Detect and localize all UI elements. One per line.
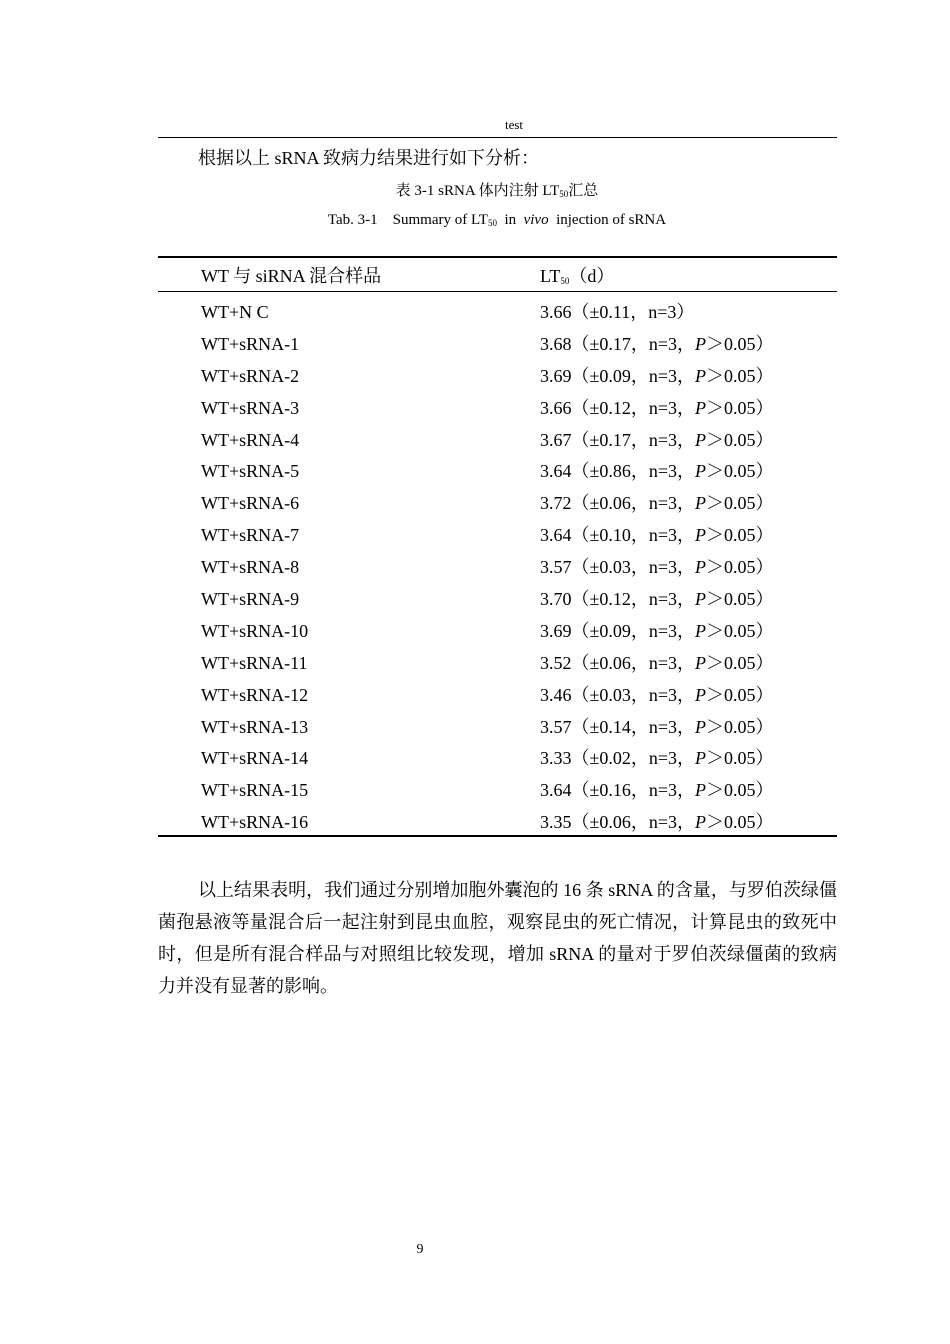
- cell-p-value: ＞0.05）: [706, 493, 774, 514]
- cell-lt50: [540, 808, 774, 836]
- page-number: 9: [416, 1242, 424, 1257]
- cell-lt50: [540, 649, 774, 677]
- table-row: [0, 585, 950, 617]
- table-row: [0, 713, 950, 745]
- table-row: [0, 521, 950, 553]
- cell-sample: WT+sRNA-7: [201, 525, 300, 546]
- cell-p-value: ＞0.05）: [706, 557, 774, 578]
- cell-lt50: [540, 585, 774, 613]
- cell-p-symbol: P: [695, 620, 707, 641]
- cell-lt50-value: 3.69（±0.09，n=3，: [540, 620, 696, 641]
- cell-lt50-value: 3.69（±0.09，n=3，: [540, 365, 696, 386]
- cell-p-value: ＞0.05）: [706, 397, 774, 418]
- cell-lt50-value: 3.70（±0.12，n=3，: [540, 589, 696, 610]
- caption-en-suffix: injection of sRNA: [548, 212, 667, 228]
- cell-lt50-value: 3.64（±0.86，n=3，: [540, 461, 696, 482]
- cell-lt50: [540, 521, 774, 549]
- table-row: [0, 681, 950, 713]
- cell-p-symbol: P: [695, 780, 707, 801]
- cell-p-value: ＞0.05）: [706, 365, 774, 386]
- caption-cn-prefix: 表 3-1 sRNA 体内注射 LT: [395, 183, 560, 199]
- cell-sample: WT+sRNA-14: [201, 748, 309, 769]
- table-row: [0, 426, 950, 458]
- cell-lt50: [540, 776, 774, 804]
- cell-lt50: [540, 744, 774, 772]
- cell-sample: WT+sRNA-4: [201, 429, 300, 450]
- table-row: [0, 394, 950, 426]
- table-row: [0, 649, 950, 681]
- table-row: [0, 330, 950, 362]
- cell-lt50: [540, 553, 774, 581]
- intro-paragraph: 根据以上 sRNA 致病力结果进行如下分析：: [198, 148, 540, 168]
- table-row: [0, 298, 950, 330]
- cell-sample: WT+sRNA-2: [201, 365, 300, 386]
- cell-sample: WT+sRNA-15: [201, 780, 309, 801]
- cell-p-symbol: P: [695, 716, 707, 737]
- caption-en-prefix: Tab. 3-1 Summary of LT: [327, 212, 488, 228]
- table-bottom-rule: [158, 835, 837, 837]
- cell-lt50: [540, 362, 774, 390]
- cell-lt50: [540, 617, 774, 645]
- table-row: [0, 744, 950, 776]
- cell-p-value: ＞0.05）: [706, 525, 774, 546]
- table-header-rule: [158, 291, 837, 292]
- table-body: [0, 298, 950, 840]
- caption-cn-subscript: 50: [559, 189, 569, 199]
- cell-sample: WT+sRNA-8: [201, 557, 300, 578]
- cell-lt50: [540, 489, 774, 517]
- cell-sample: WT+sRNA-10: [201, 620, 309, 641]
- cell-p-value: ＞0.05）: [706, 333, 774, 354]
- cell-p-symbol: P: [695, 525, 707, 546]
- table-row: [0, 617, 950, 649]
- header-rule: [158, 137, 837, 138]
- cell-lt50-value: 3.68（±0.17，n=3，: [540, 333, 696, 354]
- column-header-lt50: [540, 264, 614, 288]
- page-header: test: [504, 117, 524, 132]
- cell-lt50-value: 3.72（±0.06，n=3，: [540, 493, 696, 514]
- cell-lt50-value: 3.35（±0.06，n=3，: [540, 812, 696, 833]
- cell-lt50: [540, 426, 774, 454]
- cell-p-value: ＞0.05）: [706, 589, 774, 610]
- table-row: [0, 553, 950, 585]
- cell-lt50-value: 3.46（±0.03，n=3，: [540, 684, 696, 705]
- cell-lt50-value: 3.64（±0.10，n=3，: [540, 525, 696, 546]
- column-header-sample: WT 与 siRNA 混合样品: [201, 266, 382, 286]
- column-header-lt-prefix: LT: [540, 266, 561, 286]
- conclusion-paragraph: 以上结果表明，我们通过分别增加胞外囊泡的 16 条 sRNA 的含量，与罗伯茨绿僵菌孢悬液等量混合后一起注射到昆虫血腔，观察昆虫的死亡情况，计算昆虫的致死中时，但是所有混合样品与对照组比较发现，增加 sRNA 的量对于罗伯茨绿僵菌的致病力并没有显著的影响。: [158, 880, 837, 996]
- cell-p-value: ＞0.05）: [706, 812, 774, 833]
- cell-lt50-value: 3.64（±0.16，n=3，: [540, 780, 696, 801]
- cell-sample: WT+sRNA-12: [201, 684, 309, 705]
- cell-lt50: [540, 457, 774, 485]
- cell-p-value: ＞0.05）: [706, 461, 774, 482]
- cell-lt50-value: 3.33（±0.02，n=3，: [540, 748, 696, 769]
- cell-p-symbol: P: [695, 429, 707, 450]
- cell-sample: WT+sRNA-6: [201, 493, 300, 514]
- cell-p-symbol: P: [695, 333, 707, 354]
- caption-en-italic: vivo: [523, 212, 549, 228]
- table-top-rule: [158, 256, 837, 258]
- caption-en-mid: in: [496, 212, 524, 228]
- cell-sample: WT+sRNA-5: [201, 461, 300, 482]
- cell-sample: WT+sRNA-9: [201, 589, 300, 610]
- cell-p-symbol: P: [695, 589, 707, 610]
- cell-p-symbol: P: [695, 493, 707, 514]
- cell-p-symbol: P: [695, 652, 707, 673]
- cell-p-value: ＞0.05）: [706, 748, 774, 769]
- column-header-lt-suffix: （d）: [569, 266, 615, 286]
- cell-p-symbol: P: [695, 557, 707, 578]
- cell-p-value: ＞0.05）: [706, 429, 774, 450]
- cell-lt50: [540, 713, 774, 741]
- cell-p-symbol: P: [695, 461, 707, 482]
- cell-lt50-value: 3.57（±0.14，n=3，: [540, 716, 696, 737]
- cell-lt50-value: 3.66（±0.12，n=3，: [540, 397, 696, 418]
- cell-p-symbol: P: [695, 684, 707, 705]
- cell-p-symbol: P: [695, 365, 707, 386]
- cell-lt50-value: 3.52（±0.06，n=3，: [540, 652, 696, 673]
- column-header-lt-subscript: 50: [560, 276, 570, 286]
- cell-p-value: ＞0.05）: [706, 716, 774, 737]
- caption-en-subscript: 50: [487, 218, 497, 228]
- cell-p-value: ＞0.05）: [706, 684, 774, 705]
- cell-lt50-value: 3.66（±0.11，n=3）: [540, 302, 695, 322]
- cell-sample: WT+sRNA-13: [201, 716, 309, 737]
- cell-sample: WT+sRNA-1: [201, 333, 300, 354]
- cell-p-symbol: P: [695, 812, 707, 833]
- cell-lt50-value: 3.57（±0.03，n=3，: [540, 557, 696, 578]
- caption-cn-suffix: 汇总: [568, 183, 599, 199]
- cell-sample: WT+sRNA-11: [201, 652, 308, 673]
- cell-p-value: ＞0.05）: [706, 652, 774, 673]
- table-row: [0, 776, 950, 808]
- cell-p-symbol: P: [695, 397, 707, 418]
- cell-lt50: [540, 298, 694, 326]
- table-caption-cn: [0, 180, 950, 202]
- cell-p-value: ＞0.05）: [706, 780, 774, 801]
- cell-lt50: [540, 394, 774, 422]
- table-caption-en: [0, 209, 950, 231]
- cell-lt50: [540, 330, 774, 358]
- table-row: [0, 457, 950, 489]
- cell-lt50-value: 3.67（±0.17，n=3，: [540, 429, 696, 450]
- cell-sample: WT+N C: [201, 302, 269, 322]
- table-row: [0, 362, 950, 394]
- cell-sample: WT+sRNA-3: [201, 397, 300, 418]
- cell-p-value: ＞0.05）: [706, 620, 774, 641]
- cell-lt50: [540, 681, 774, 709]
- cell-sample: WT+sRNA-16: [201, 812, 309, 833]
- cell-p-symbol: P: [695, 748, 707, 769]
- table-row: [0, 489, 950, 521]
